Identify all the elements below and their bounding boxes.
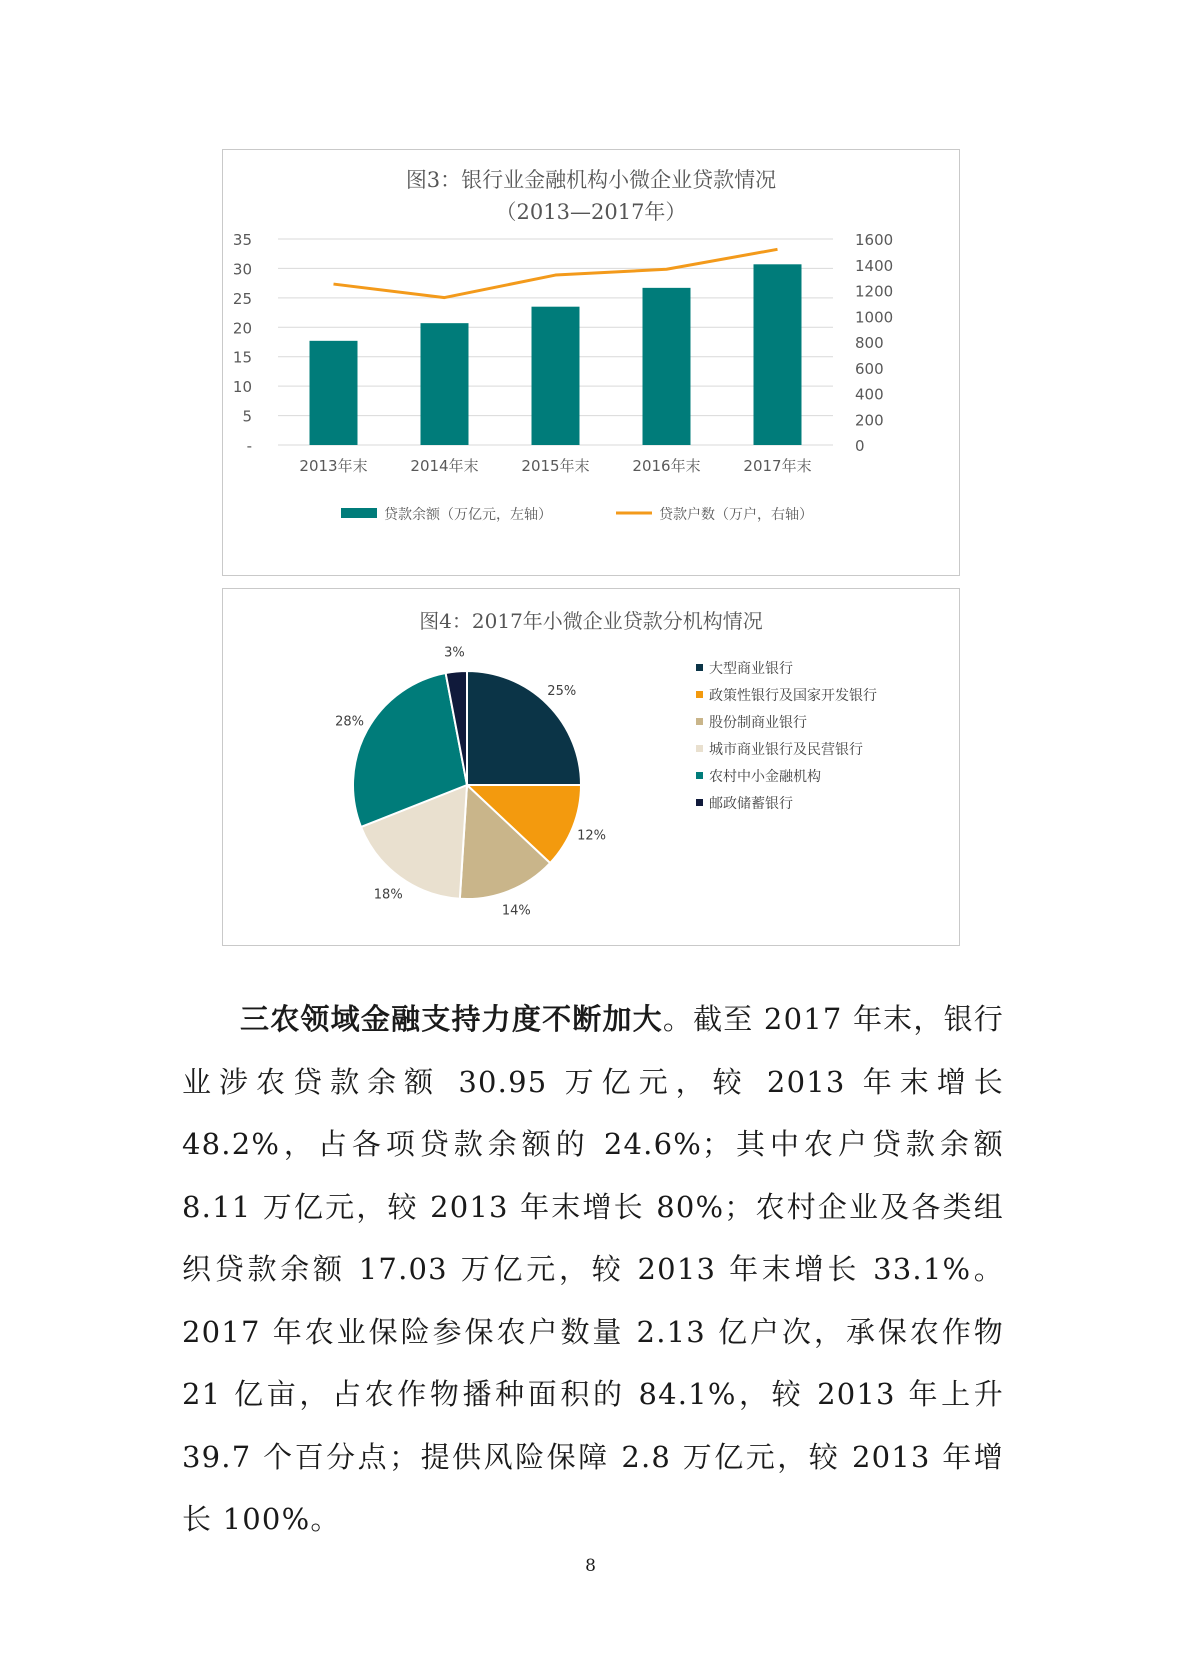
figure-3-subtitle: （2013—2017年） [495, 200, 687, 224]
pie-data-label: 25% [547, 684, 577, 700]
figure-3-plot [223, 150, 959, 575]
right-axis-tick-label: 1600 [855, 231, 894, 249]
paragraph-lead: 三农领域金融支持力度不断加大 [240, 1002, 663, 1036]
figure-3-chart [222, 149, 960, 576]
loan-balance-bar [310, 341, 358, 445]
loan-balance-bar [754, 264, 802, 445]
loan-balance-bar [532, 307, 580, 445]
legend-swatch [696, 664, 703, 671]
legend-label: 股份制商业银行 [709, 715, 807, 731]
legend-swatch [696, 718, 703, 725]
legend-label: 农村中小金融机构 [709, 769, 821, 785]
legend-label: 大型商业银行 [709, 661, 793, 677]
left-axis-tick-label: 35 [232, 231, 252, 249]
legend-label-loan-balance: 贷款余额（万亿元，左轴） [384, 507, 552, 523]
legend-swatch [696, 691, 703, 698]
right-axis-tick-label: 1200 [855, 282, 894, 301]
page-number: 8 [585, 1556, 596, 1576]
legend-label: 城市商业银行及民营银行 [709, 742, 863, 758]
left-axis-tick-label: 10 [232, 378, 252, 397]
right-axis-tick-label: 0 [855, 437, 865, 455]
pie-data-label: 18% [373, 887, 403, 903]
figure-4-chart [222, 588, 960, 946]
left-axis-tick-label: - [246, 437, 252, 455]
figure-4-plot [223, 589, 959, 945]
figure-3-title: 图3：银行业金融机构小微企业贷款情况 [405, 168, 777, 192]
right-axis-tick-label: 1000 [855, 308, 894, 327]
legend-swatch [696, 799, 703, 806]
figure-4-title: 图4：2017年小微企业贷款分机构情况 [419, 609, 763, 633]
left-axis-tick-label: 25 [232, 289, 252, 308]
right-axis-tick-label: 1400 [855, 256, 894, 275]
loan-balance-bar [421, 323, 469, 445]
loan-balance-bar [643, 288, 691, 445]
x-axis-category-label: 2016年末 [632, 457, 701, 475]
x-axis-category-label: 2013年末 [299, 457, 368, 475]
legend-swatch-loan-balance [341, 508, 377, 518]
left-axis-tick-label: 5 [242, 407, 252, 426]
right-axis-tick-label: 600 [855, 359, 884, 378]
paragraph-text: 。截至 2017 年末，银行业涉农贷款余额 30.95 万亿元，较 2013 年末增长 48.2%，占各项贷款余额的 24.6%；其中农户贷款余额 8.11 万亿元，较 2013 年末增长 80%；农村企业及各类组织贷款余额 17.03 万亿元，较 2013 年末增长 33.1%。2017 年农业保险参保农户数量 2.13 亿户次，承保农作物 21 亿亩，占农作物播种面积的 84.1%，较 2013 年上升 39.7 个百分点；提供风险保障 2.8 万亿元，较 2013 年增长 100%。 [182, 1002, 1004, 1536]
legend-label: 政策性银行及国家开发银行 [709, 688, 877, 704]
pie-data-label: 28% [335, 714, 365, 730]
left-axis-tick-label: 30 [232, 260, 252, 279]
right-axis-tick-label: 200 [855, 411, 884, 430]
x-axis-category-label: 2015年末 [521, 457, 590, 475]
pie-data-label: 14% [501, 903, 531, 919]
loan-accounts-line [334, 249, 778, 297]
x-axis-category-label: 2014年末 [410, 457, 479, 475]
left-axis-tick-label: 20 [232, 319, 252, 338]
legend-label-loan-accounts: 贷款户数（万户，右轴） [659, 507, 813, 523]
right-axis-tick-label: 800 [855, 334, 884, 352]
legend-swatch [696, 772, 703, 779]
pie-data-label: 3% [444, 645, 465, 661]
body-paragraph [182, 988, 1004, 1551]
x-axis-category-label: 2017年末 [743, 457, 812, 475]
pie-data-label: 12% [577, 828, 607, 844]
legend-label: 邮政储蓄银行 [709, 796, 793, 812]
legend-swatch [696, 745, 703, 752]
left-axis-tick-label: 15 [232, 348, 252, 367]
right-axis-tick-label: 400 [855, 385, 884, 404]
